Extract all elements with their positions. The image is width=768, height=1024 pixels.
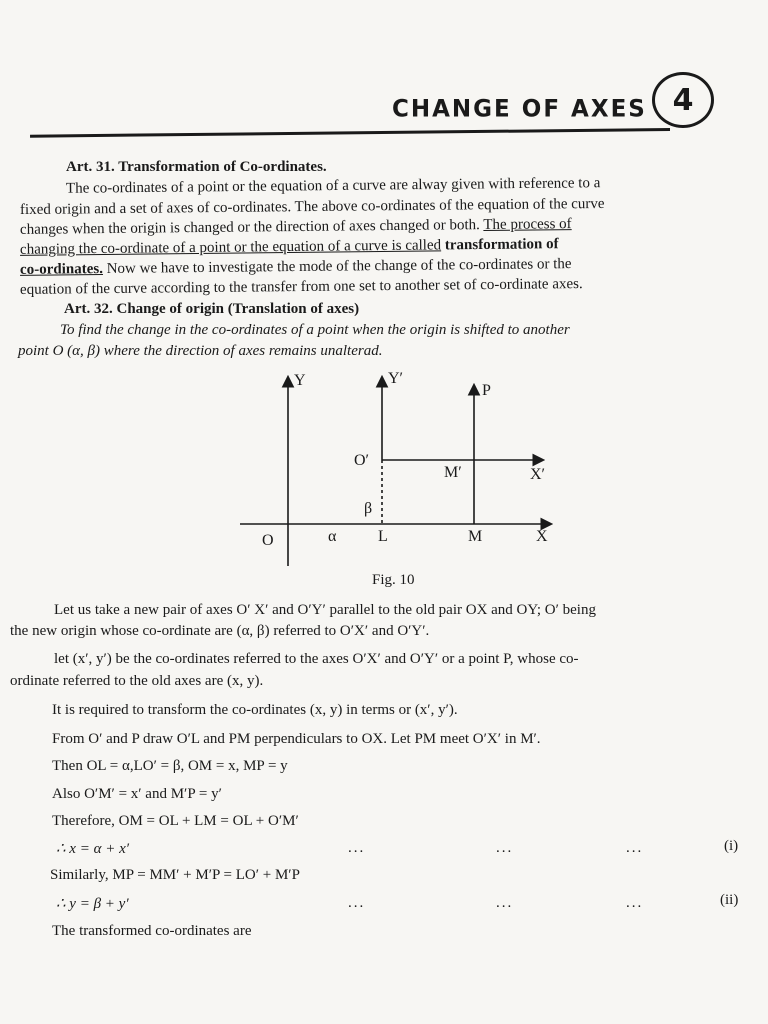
paragraph-8: Similarly, MP = MM′ + M′P = LO′ + M′P (50, 867, 300, 883)
equation-2-dots-c: ... (626, 895, 644, 911)
equation-1: ∴ x = α + x′ (56, 841, 130, 857)
label-x-prime: X′ (530, 466, 546, 483)
art31-line-6: equation of the curve according to the transfer from one set to another set of co-ordinate axes. (19, 276, 583, 298)
art31-line-4-text: changing the co-ordinate of a point or the equation of a curve is called (19, 237, 442, 258)
paragraph-6: Also O′M′ = x′ and M′P = y′ (52, 786, 222, 802)
co-ordinates-term: co-ordinates. (19, 261, 104, 278)
label-beta: β (364, 500, 373, 517)
paragraph-1b: the new origin whose co-ordinate are (α, β) referred to O′X′ and O′Y′. (10, 623, 430, 639)
label-p: P (482, 382, 491, 399)
equation-2-dots-a: ... (348, 895, 366, 911)
art32-heading: Art. 32. Change of origin (Translation of axes) (64, 301, 360, 317)
equation-1-number: (i) (724, 838, 739, 854)
art31-line-3-text: changes when the origin is changed or the direction of axes changed or both. (19, 217, 480, 238)
paragraph-7: Therefore, OM = OL + LM = OL + O′M′ (52, 813, 299, 829)
process-phrase: The process of (483, 216, 572, 234)
paragraph-4: From O′ and P draw O′L and PM perpendiculars to OX. Let PM meet O′X′ in M′. (52, 731, 541, 747)
equation-2: ∴ y = β + y′ (56, 896, 129, 912)
art31-line-1: The co-ordinates of a point or the equation of a curve are alway given with reference to a (65, 175, 601, 197)
label-m-prime: M′ (444, 464, 462, 481)
chapter-title: CHANGE OF AXES (392, 95, 647, 123)
axes-diagram (230, 366, 560, 566)
label-o: O (262, 532, 274, 549)
paragraph-5: Then OL = α,LO′ = β, OM = x, MP = y (52, 758, 288, 774)
equation-2-dots-b: ... (496, 895, 514, 911)
art31-line-5-text: Now we have to investigate the mode of the change of the co-ordinates or the (106, 256, 572, 277)
label-x: X (536, 528, 548, 545)
figure-caption: Fig. 10 (372, 572, 415, 588)
equation-1-dots-b: ... (496, 840, 514, 856)
label-l: L (378, 528, 388, 545)
paragraph-2b: ordinate referred to the old axes are (x, y). (10, 673, 264, 689)
art32-statement-1: To find the change in the co-ordinates of a point when the origin is shifted to another (60, 322, 570, 338)
paragraph-2a: let (x′, y′) be the co-ordinates referred to the axes O′X′ and O′Y′ or a point P, whose co- (54, 651, 579, 667)
art32-statement-2: point O (α, β) where the direction of axes remains unalterad. (18, 343, 383, 359)
art31-heading: Art. 31. Transformation of Co-ordinates. (66, 159, 327, 175)
paragraph-1a: Let us take a new pair of axes O′ X′ and O′Y′ parallel to the old pair OX and OY; O′ being (54, 602, 596, 618)
art31-line-2: fixed origin and a set of axes of co-ordinates. The above co-ordinates of the equation of the curve (19, 195, 605, 219)
figure-10 (230, 366, 560, 571)
label-o-prime: O′ (354, 452, 370, 469)
chapter-number-badge: 4 (652, 72, 714, 128)
header-rule (30, 128, 670, 138)
equation-1-dots-a: ... (348, 840, 366, 856)
paragraph-3: It is required to transform the co-ordinates (x, y) in terms or (x′, y′). (52, 702, 458, 718)
label-alpha: α (328, 528, 337, 545)
equation-1-dots-c: ... (626, 840, 644, 856)
label-y-prime: Y′ (388, 370, 404, 387)
label-y: Y (294, 372, 306, 389)
label-m: M (468, 528, 483, 545)
transformation-of-term: transformation of (444, 236, 559, 254)
equation-2-number: (ii) (720, 892, 739, 908)
paragraph-9: The transformed co-ordinates are (52, 923, 252, 939)
